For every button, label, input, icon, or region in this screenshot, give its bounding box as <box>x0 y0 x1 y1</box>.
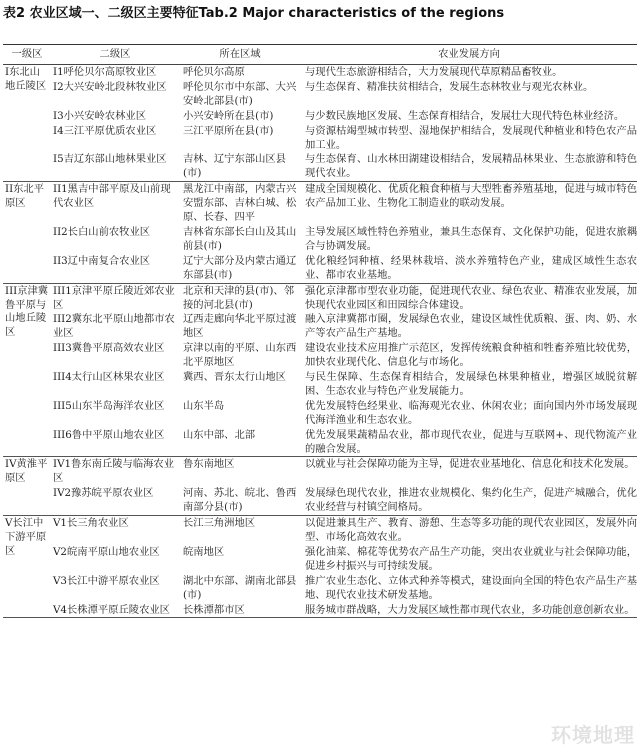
table-row <box>3 225 637 254</box>
table-header-row <box>3 45 637 65</box>
region-location: 湖北中东部、湖南北部县(市) <box>183 574 297 601</box>
region-location: 鲁东南地区 <box>183 458 235 471</box>
table-row <box>3 80 637 109</box>
region-location: 辽宁大部分及内蒙古通辽东部县(市) <box>183 254 297 281</box>
level1-region: III京津冀鲁平原与山地丘陵区 <box>5 284 49 339</box>
table-row <box>3 399 637 428</box>
development-direction: 推广农业生态化、立体式种养等模式，建设面向全国的特色农产品生产基地、现代农业技术研发基地。 <box>305 574 637 601</box>
region-location: 长株潭都市区 <box>183 603 245 616</box>
level2-region: III1京津平原丘陵近郊农业区 <box>53 284 175 311</box>
table-row <box>3 574 637 603</box>
level2-region: V1长三角农业区 <box>53 517 129 530</box>
table-row <box>3 109 637 124</box>
level1-region: II东北平原区 <box>5 183 45 210</box>
table-title: 表2 农业区域一、二级区主要特征Tab.2 Major characteristics of the regions <box>3 6 505 21</box>
development-direction: 强化油菜、棉花等优势农产品生产功能，突出农业就业与社会保障功能，促进乡村振兴与可持续发展。 <box>305 545 637 572</box>
level1-region: V长江中下游平原区 <box>5 517 47 557</box>
region-location: 长江三角洲地区 <box>183 517 256 530</box>
region-location: 呼伦贝尔市中东部、大兴安岭北部县(市) <box>183 80 297 107</box>
region-location: 小兴安岭所在县(市) <box>183 109 274 122</box>
region-location: 辽西走廊向华北平原过渡地区 <box>183 313 297 340</box>
level2-region: I3小兴安岭农林业区 <box>53 109 146 122</box>
level2-region: IV1鲁东南丘陵与临海农业区 <box>53 458 175 485</box>
level1-region: I东北山地丘陵区 <box>5 66 47 92</box>
development-direction: 建成全国规模化、优质化粮食种植与大型牲畜养殖基地，促进与城市特色农产品加工业、生物化工制造业的联动发展。 <box>305 183 637 210</box>
level2-region: III4太行山区林果农业区 <box>53 371 165 384</box>
development-direction: 与资源枯竭型城市转型、湿地保护相结合，发展现代种植业和特色农产品加工业。 <box>305 124 637 151</box>
region-location: 皖南地区 <box>183 545 225 558</box>
development-direction: 与生态保育、精准扶贫相结合，发展生态林牧业与观光农林业。 <box>305 80 594 93</box>
development-direction: 强化京津都市型农业功能，促进现代农业、绿色农业、精准农业发展，加快现代农业园区和田园综合体建设。 <box>305 284 637 311</box>
level2-region: IV2豫苏皖平原农业区 <box>53 487 154 500</box>
development-direction: 与民生保障、生态保育相结合，发展绿色林果种植业，增强区域脱贫解困、生态农业与特色产业发展能力。 <box>305 371 637 397</box>
table-row <box>3 545 637 574</box>
region-location: 河南、苏北、皖北、鲁西南部分县(市) <box>183 487 297 514</box>
region-location: 黑龙江中南部，内蒙古兴安盟东部、吉林白城、松原、长春、四平 <box>183 183 297 224</box>
level1-region: IV黄淮平原区 <box>5 458 48 485</box>
development-direction: 以促进兼具生产、教育、游憩、生态等多功能的现代农业园区，发展外向型、市场化高效农业。 <box>305 517 637 543</box>
region-location: 山东中部、北部 <box>183 428 256 441</box>
development-direction: 优先发展果蔬精品农业，都市现代农业，促进与互联网+、现代物流产业的融合发展。 <box>305 428 637 455</box>
level2-region: III5山东半岛海洋农业区 <box>53 399 165 412</box>
development-direction: 主导发展区域性特色养殖业，兼具生态保育、文化保护功能，促进农旅耦合与协调发展。 <box>305 225 637 252</box>
table-row <box>3 182 637 225</box>
level2-region: III6鲁中平原山地农业区 <box>53 428 165 441</box>
region-location: 三江平原所在县(市) <box>183 124 274 137</box>
table-row <box>3 65 637 80</box>
level2-region: V4长株潭平原丘陵农业区 <box>53 603 170 616</box>
table-row <box>3 283 637 312</box>
development-direction: 以就业与社会保障功能为主导，促进农业基地化、信息化和技术化发展。 <box>305 458 635 471</box>
region-location: 山东半岛 <box>183 399 225 412</box>
header-direction: 农业发展方向 <box>438 47 500 60</box>
development-direction: 与生态保育、山水林田湖建设相结合，发展精品林果业、生态旅游和特色现代农业。 <box>305 153 637 180</box>
level2-region: I1呼伦贝尔高原牧业区 <box>53 66 157 78</box>
level2-region: II1黑吉中部平原及山前现代农业区 <box>53 183 171 210</box>
header-location: 所在区域 <box>219 47 261 60</box>
table-row <box>3 254 637 283</box>
region-location: 吉林、辽宁东部山区县(市) <box>183 153 286 180</box>
table-row <box>3 124 637 153</box>
table-row <box>3 486 637 515</box>
table-row <box>3 312 637 341</box>
watermark: 环境地理 <box>551 723 635 747</box>
header-level2: 二级区 <box>99 47 131 60</box>
level2-region: I5吉辽东部山地林果业区 <box>53 153 167 166</box>
table-row <box>3 370 637 399</box>
region-location: 冀西、晋东太行山地区 <box>183 371 286 384</box>
development-direction: 优化粮经饲种植、经果林栽培、淡水养殖特色产业，建成区域性生态农业、都市农业基地。 <box>305 254 637 281</box>
level2-region: II3辽中南复合农业区 <box>53 254 151 267</box>
table-row <box>3 457 637 486</box>
level2-region: I4三江平原优质农业区 <box>53 124 157 137</box>
development-direction: 服务城市群战略，大力发展区域性都市现代农业，多功能创意创新农业。 <box>305 603 635 616</box>
characteristics-table <box>3 44 637 618</box>
development-direction: 融入京津冀都市圈，发展绿色农业，建设区域性优质粮、蛋、肉、奶、水产等农产品生产基地。 <box>305 313 637 340</box>
level2-region: I2大兴安岭北段林牧业区 <box>53 80 167 93</box>
table-row <box>3 152 637 181</box>
header-level1: 一级区 <box>11 47 43 60</box>
table-row <box>3 516 637 545</box>
development-direction: 与现代生态旅游相结合，大力发展现代草原精品畜牧业。 <box>305 66 563 78</box>
level2-region: V3长江中游平原农业区 <box>53 574 160 587</box>
level2-region: II2长白山前农牧业区 <box>53 225 151 238</box>
development-direction: 优先发展特色经果业、临海观光农业、休闲农业；面向国内外市场发展现代海洋渔业和生态农业。 <box>305 399 637 426</box>
table-row <box>3 428 637 457</box>
region-location: 京津以南的平原、山东西北平原地区 <box>183 342 297 369</box>
development-direction: 建设农业技术应用推广示范区，发挥传统粮食种植和牲畜养殖比较优势，加快农业现代化、信息化与市场化。 <box>305 342 637 369</box>
table-row <box>3 603 637 618</box>
region-location: 北京和天津的县(市)、邻接的河北县(市) <box>183 284 295 311</box>
region-location: 吉林省东部长白山及其山前县(市) <box>183 225 297 252</box>
development-direction: 与少数民族地区发展、生态保育相结合，发展壮大现代特色林业经济。 <box>305 109 625 122</box>
region-location: 呼伦贝尔高原 <box>183 66 245 78</box>
table-body <box>3 65 637 618</box>
level2-region: V2皖南平原山地农业区 <box>53 545 160 558</box>
level2-region: III3冀鲁平原高效农业区 <box>53 342 165 355</box>
development-direction: 发展绿色现代农业，推进农业规模化、集约化生产，促进产城融合，优化农业经营与村镇空间格局。 <box>305 487 637 514</box>
table-row <box>3 341 637 370</box>
level2-region: III2冀东北平原山地都市农业区 <box>53 313 175 340</box>
